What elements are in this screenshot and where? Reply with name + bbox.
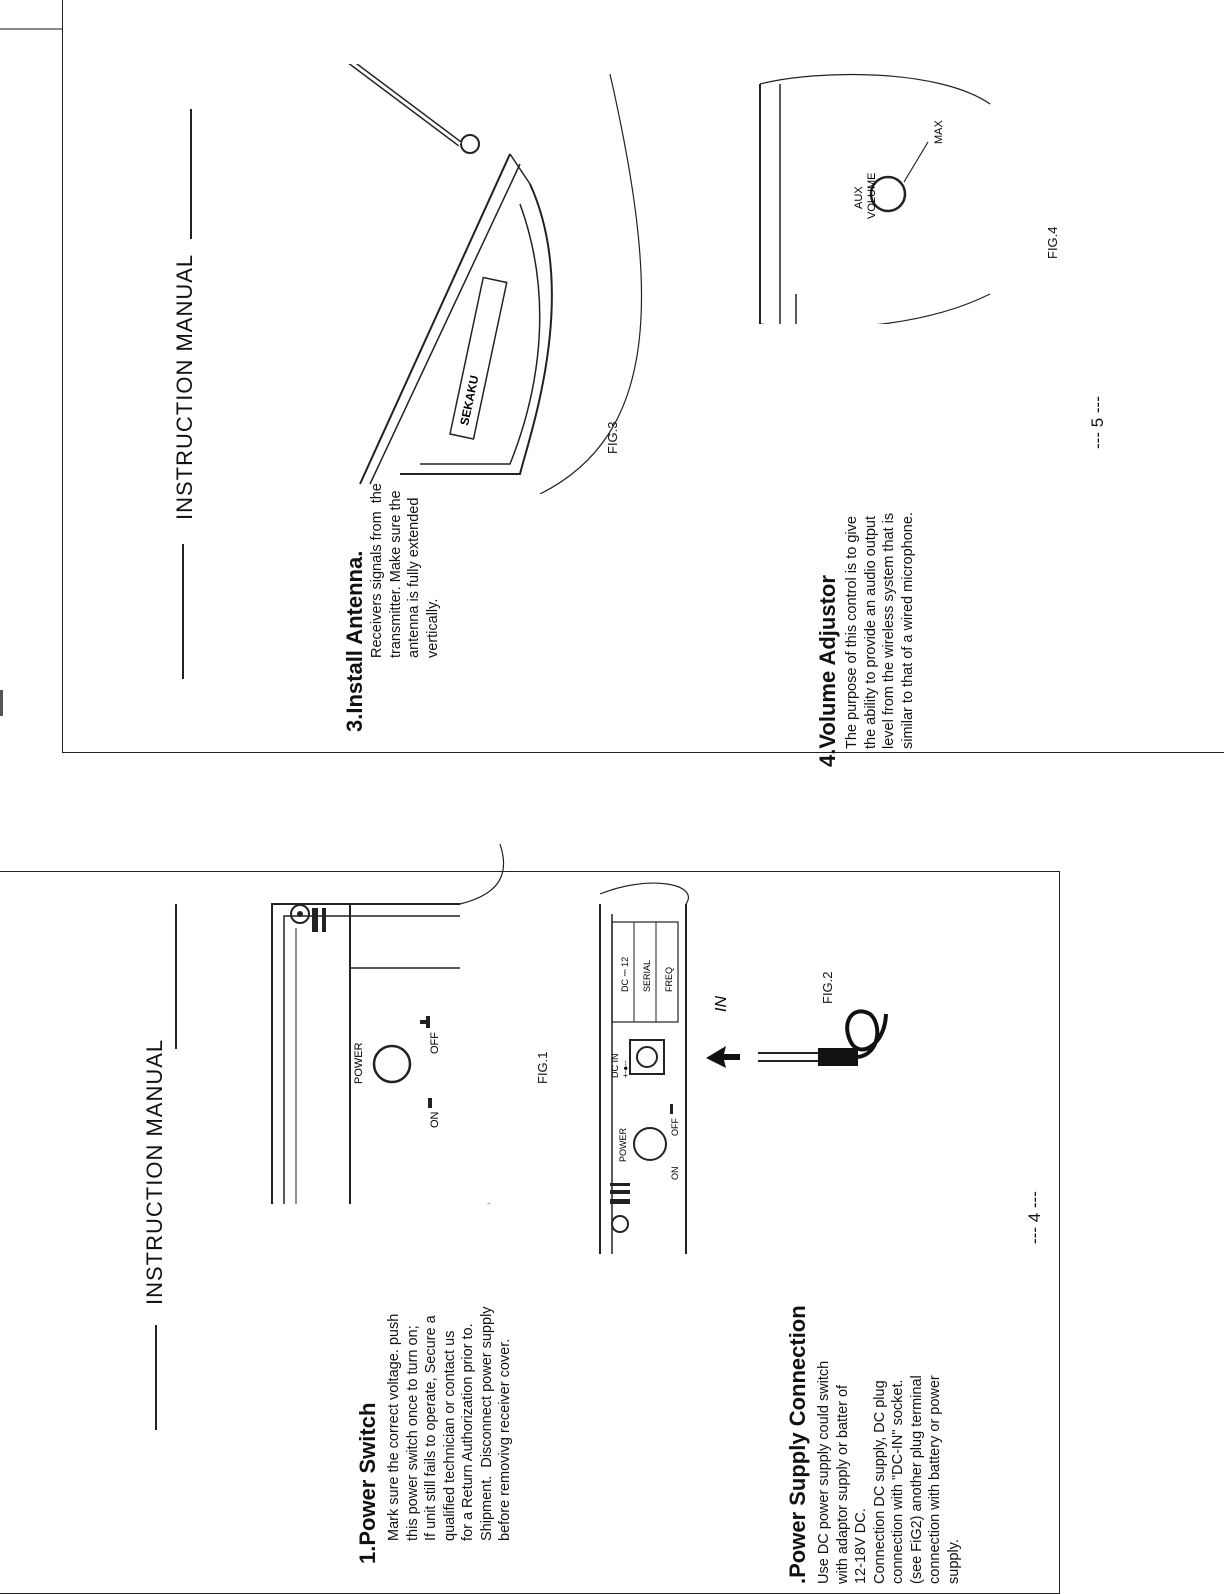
fig2-plate-label-1: DC ⎓ 12	[620, 956, 630, 992]
fig2-polarity: +-●--	[621, 1060, 630, 1078]
fig1-power-switch-diagram	[260, 844, 520, 1204]
fig2-plate-label-2: SERIAL	[642, 959, 652, 992]
fig1-off-label: OFF	[429, 1032, 441, 1054]
section-power-supply-title: .Power Supply Connection	[785, 1305, 810, 1584]
section-power-supply-body: Use DC power supply could switch with adaptor supply or batter of 12-18V DC. Connection DC supply, DC plug connection with "DC-IN" socket. (see FiG2) another plug terminal connection with battery or power supply.	[816, 1360, 962, 1584]
fig4-aux-label: AUX	[853, 186, 865, 209]
fig1-on-label: ON	[429, 1111, 441, 1128]
fig2-off-label: OFF	[670, 1118, 680, 1136]
left-page-number: --- 4 ---	[1025, 1191, 1044, 1244]
right-page-number: --- 5 ---	[1088, 396, 1107, 449]
left-header-line-right	[175, 904, 177, 1049]
fig1-caption: FIG.1	[535, 1051, 550, 1084]
section-volume-adjustor-title: 4.Volume Adjustor	[815, 575, 840, 767]
section-install-antenna-body: Receivers signals from the transmitter. Make sure the antenna is fully extended vertically.	[369, 483, 441, 658]
left-page-header: INSTRUCTION MANUAL	[142, 1038, 167, 1305]
fig2-on-label: ON	[670, 1166, 680, 1180]
fig3-caption: FIG.3	[605, 421, 620, 454]
section-power-switch-title: 1.Power Switch	[355, 1402, 380, 1564]
fig2-arrow-label: IN	[713, 996, 730, 1012]
right-header-line-right	[190, 109, 192, 239]
fig4-caption: FIG.4	[1045, 226, 1060, 259]
fig1-power-label: POWER	[353, 1042, 365, 1084]
fig2-dc-in-label: DC IN	[610, 1053, 620, 1078]
section-volume-adjustor-body: The purpose of this control is to give the ability to provide an audio output level from the wireless system that is similar to that of a wired microphone.	[844, 512, 916, 749]
fig3-brand: SEKAKU	[457, 374, 482, 427]
fig4-max-label: MAX	[933, 120, 945, 144]
right-page-header: INSTRUCTION MANUAL	[172, 253, 197, 520]
fig2-caption: FIG.2	[820, 971, 835, 1004]
right-header-line-left	[182, 544, 184, 679]
fig2-dc-connection-diagram	[590, 834, 890, 1254]
left-header-line-left	[155, 1325, 157, 1430]
fig4-volume-diagram	[700, 64, 1000, 324]
fig2-power-label: POWER	[618, 1127, 628, 1162]
fig4-volume-label: VOLUME	[866, 172, 878, 219]
section-install-antenna-title: 3.Install Antenna.	[342, 550, 367, 732]
section-power-switch-body: Mark sure the correct voltage. push this poweг switch once to turn on; If unit still fails to operate, Secure a qualified technician or contact us for a Return Authorization prior to. Shipment. Disconnect power supply before removivg receiver cover.	[386, 1306, 513, 1541]
fig2-plate-label-3: FREQ	[664, 966, 674, 992]
fig3-antenna-diagram	[280, 64, 660, 494]
